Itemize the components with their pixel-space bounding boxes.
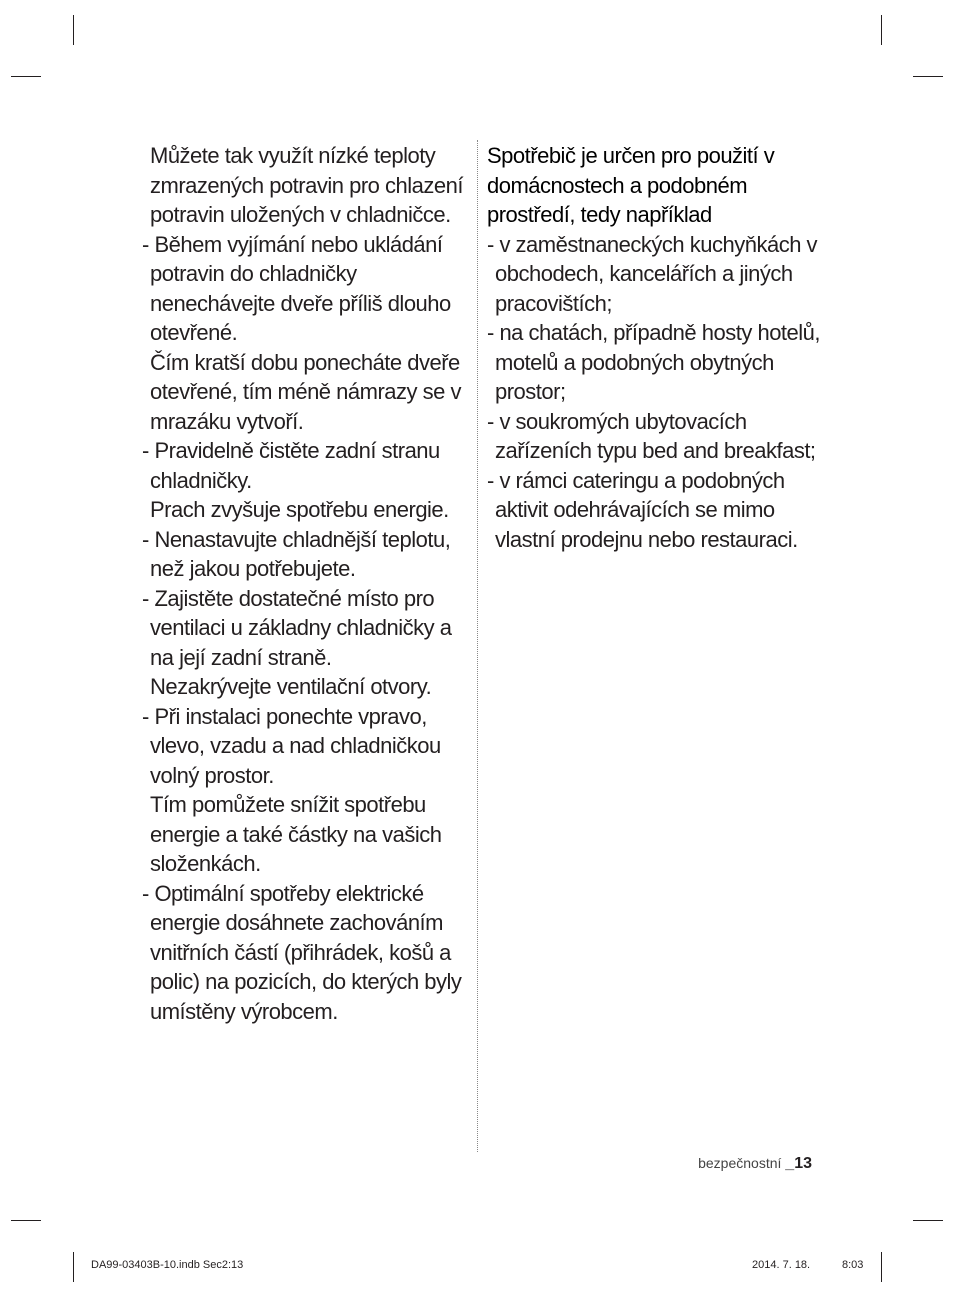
column-divider [477,140,478,1152]
footer-section-label: bezpečnostní [698,1155,782,1171]
left-column [140,141,474,1026]
paragraph: Můžete tak využít nízké teploty zmrazených potravin pro chlazení potravin uložených v chladničce. [150,143,463,227]
bullet-item: - v soukromých ubytovacích zařízeních typu bed and breakfast; [487,408,816,463]
bullet-item: - Zajistěte dostatečné místo pro ventilaci u základny chladničky a na její zadní straně. [142,585,452,670]
bullet-item: - v rámci cateringu a podobných aktivit odehrávajících se mimo vlastní prodejnu nebo restauraci. [487,467,798,552]
crop-mark-bottom-left [73,1252,74,1282]
bullet-item: - v zaměstnaneckých kuchyňkách v obchodech, kancelářích a jiných pracovištích; [487,231,818,316]
paragraph: Prach zvyšuje spotřebu energie. [150,497,449,522]
crop-mark-top-left-h [11,76,41,77]
crop-mark-bottom-right-h [913,1220,943,1221]
paragraph: Nezakrývejte ventilační otvory. [150,674,432,699]
bullet-item: - Nenastavujte chladnější teplotu, než jakou potřebujete. [142,526,451,581]
crop-mark-bottom-right [881,1252,882,1282]
slug-date: 2014. 7. 18. [752,1259,811,1271]
crop-mark-top-left [73,15,74,45]
bullet-item: - Pravidelně čistěte zadní stranu chladničky. [142,438,440,493]
slug-file: DA99-03403B-10.indb Sec2:13 [91,1259,244,1271]
bullet-item: - Při instalaci ponechte vpravo, vlevo, vzadu a nad chladničkou volný prostor. [142,703,441,788]
bullet-item: - Optimální spotřeby elektrické energie dosáhnete zachováním vnitřních částí (přihrádek, košů a polic) na pozicích, do kterých byly umístěny výrobcem. [142,880,462,1024]
paragraph: Tím pomůžete snížit spotřebu energie a také částky na vašich složenkách. [150,792,442,876]
crop-mark-bottom-left-h [11,1220,41,1221]
crop-mark-top-right-h [913,76,943,77]
crop-mark-top-right [881,15,882,45]
slug-time: 8:03 [842,1259,864,1271]
page-footer [698,1155,812,1173]
right-column [487,141,827,554]
page-number: _13 [785,1155,812,1172]
section-heading: Spotřebič je určen pro použití v domácnostech a podobném prostředí, tedy například [487,143,775,227]
bullet-item: - na chatách, případně hosty hotelů, motelů a podobných obytných prostor; [487,320,821,404]
bullet-item: - Během vyjímání nebo ukládání potravin do chladničky nenechávejte dveře příliš dlouho otevřené. [142,231,451,345]
paragraph: Čím kratší dobu ponecháte dveře otevřené, tím méně námrazy se v mrazáku vytvoří. [150,349,461,434]
